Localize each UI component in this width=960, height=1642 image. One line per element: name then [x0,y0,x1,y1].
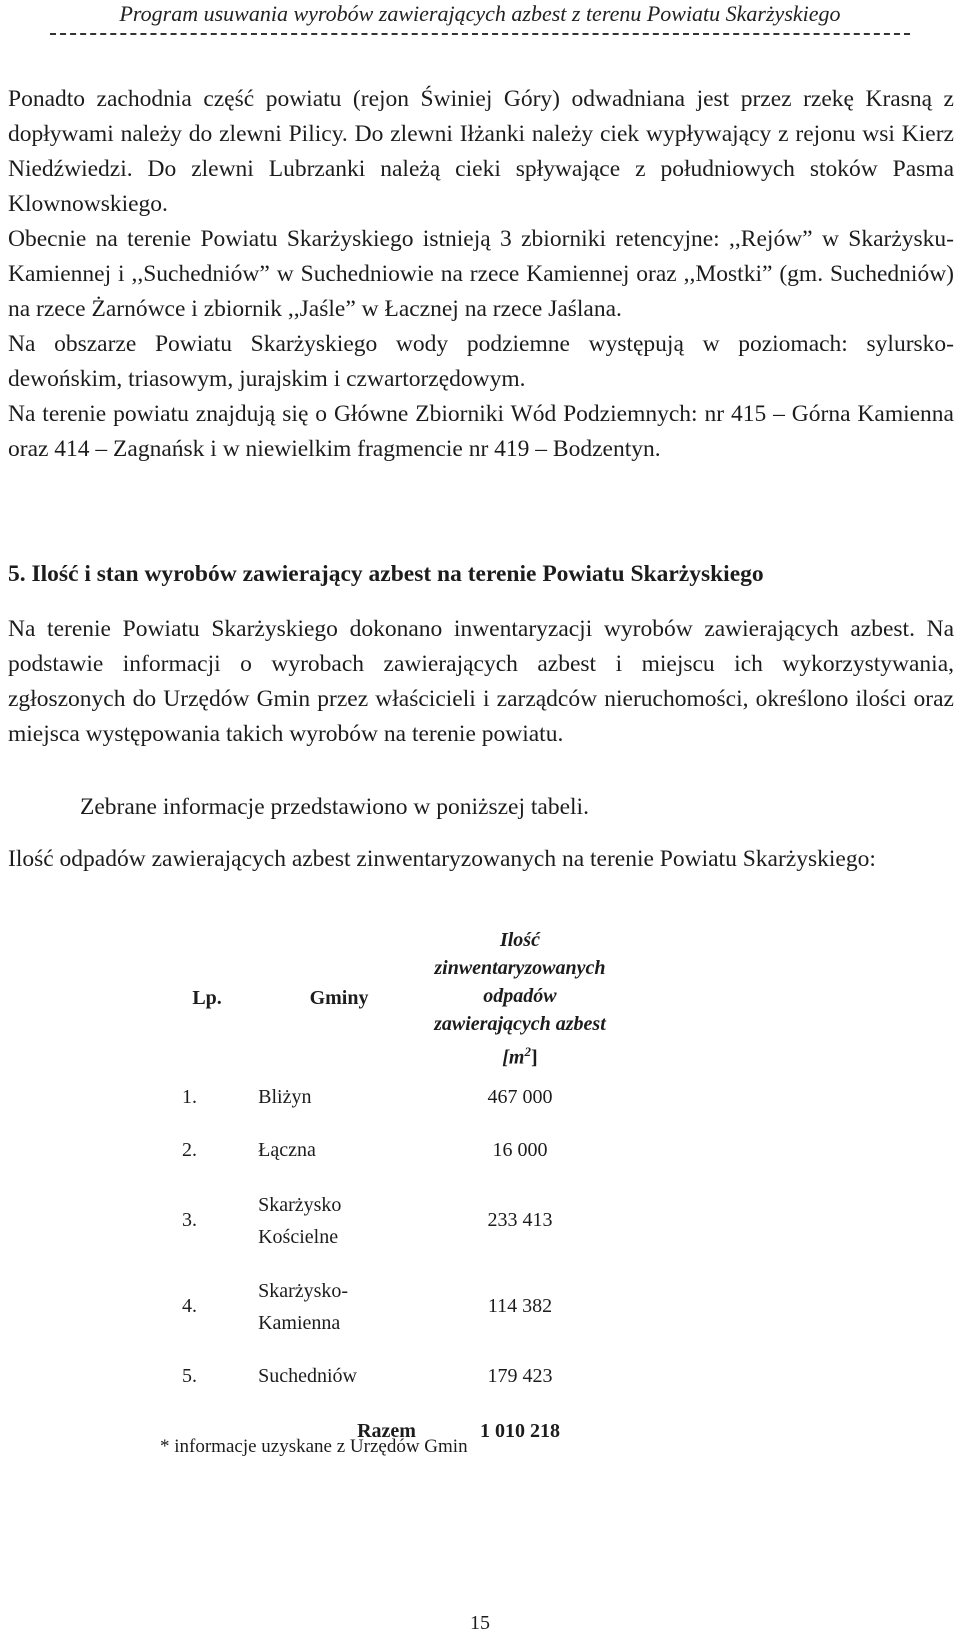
row-lp: 3. [182,1209,197,1232]
section-heading: 5. Ilość i stan wyrobów zawierający azbest na terenie Powiatu Skarżyskiego [8,561,764,587]
total-value: 1 010 218 [479,1420,560,1443]
header-gminy: Gminy [309,987,369,1010]
header-ilosc [428,926,612,1072]
page-header [0,0,960,28]
table-caption-text: Ilość odpadów zawierających azbest zinwentaryzowanych na terenie Powiatu Skarżyskiego: [8,846,876,872]
paragraph-inventory: Na terenie Powiatu Skarżyskiego dokonano inwentaryzacji wyrobów zawierających azbest. Na podstawie informacji o wyrobach zawierających azbest i miejscu ich wykorzystywania, zgłoszonych do Urzędów Gmin przez właścicieli i zarządców nieruchomości, określono ilości oraz miejsca występowania takich wyrobów na terenie powiatu. [8,616,954,747]
row-lp: 4. [182,1295,197,1318]
table-intro: Zebrane informacje przedstawiono w poniższej tabeli. [80,794,589,820]
asbestos-table [164,926,612,1460]
table-header-row [164,926,612,1072]
paragraph-drainage: Ponadto zachodnia część powiatu (rejon Świniej Góry) odwadniana jest przez rzekę Krasną z dopływami należy do zlewni Pilicy. Do zlewni Iłżanki należy ciek wypływający z rejonu wsi Kierz Niedźwiedzi. Do zlewni Lubrzanki należą cieki spływające z południowych stoków Pasma Klownowskiego. [8,86,954,217]
table-caption [8,842,954,877]
header-title: Program usuwania wyrobów zawierających azbest z terenu Powiatu Skarżyskiego [119,1,841,26]
row-gmina: Suchedniów [258,1365,357,1388]
row-lp: 1. [182,1086,197,1109]
row-value: 179 423 [487,1365,553,1388]
table-row [164,1350,612,1404]
paragraph-reservoirs: Obecnie na terenie Powiatu Skarżyskiego istnieją 3 zbiorniki retencyjne: ,,Rejów” w Skarżysku-Kamiennej i ,,Suchedniów” w Suchedniowie na rzece Kamiennej oraz ,,Mostki” (gm. Suchedniów) na rzece Żarnówce i zbiornik ,,Jaśle” w Łacznej na rzece Jaślana. [8,226,954,322]
header-ilosc-line1: Ilość zinwentaryzowanych [434,929,606,979]
table-row [164,1124,612,1178]
row-value: 114 382 [487,1295,553,1318]
row-value: 16 000 [492,1139,548,1162]
header-dashed-rule [50,33,910,35]
row-value: 467 000 [487,1086,553,1109]
header-ilosc-line2: odpadów [483,985,557,1007]
row-gmina: Łączna [258,1139,316,1162]
row-gmina-line2: Kościelne [258,1225,339,1248]
row-lp: 5. [182,1365,197,1388]
row-value: 233 413 [487,1209,553,1232]
table-row [164,1072,612,1124]
section-body [8,612,954,752]
row-gmina-line1: Skarżysko [258,1193,342,1216]
row-gmina [250,1264,428,1350]
header-ilosc-close: ] [530,1046,538,1069]
row-gmina: Bliżyn [258,1086,312,1109]
paragraph-gzwp: Na terenie powiatu znajdują się o Główne Zbiorniki Wód Podziemnych: nr 415 – Górna Kamienna oraz 414 – Zagnańsk i w niewielkim fragmencie nr 419 – Bodzentyn. [8,401,954,462]
body-text [8,82,954,467]
row-gmina [250,1178,428,1264]
table-footnote: * informacje uzyskane z Urzędów Gmin [160,1436,468,1457]
table-row [164,1178,612,1264]
row-lp: 2. [182,1139,197,1162]
header-ilosc-sup: 2 [524,1044,531,1059]
header-ilosc-line3: zawierających azbest [m [434,1013,606,1069]
page-number: 15 [470,1612,490,1634]
table-row [164,1264,612,1350]
asbestos-table-grid [164,926,612,1460]
row-gmina-line1: Skarżysko- [258,1279,349,1302]
total-label: Razem [357,1420,416,1443]
row-gmina-line2: Kamienna [258,1311,341,1334]
header-lp: Lp. [192,987,222,1010]
paragraph-groundwater: Na obszarze Powiatu Skarżyskiego wody podziemne występują w poziomach: sylursko- dewońskim, triasowym, jurajskim i czwartorzędowym. [8,331,954,392]
